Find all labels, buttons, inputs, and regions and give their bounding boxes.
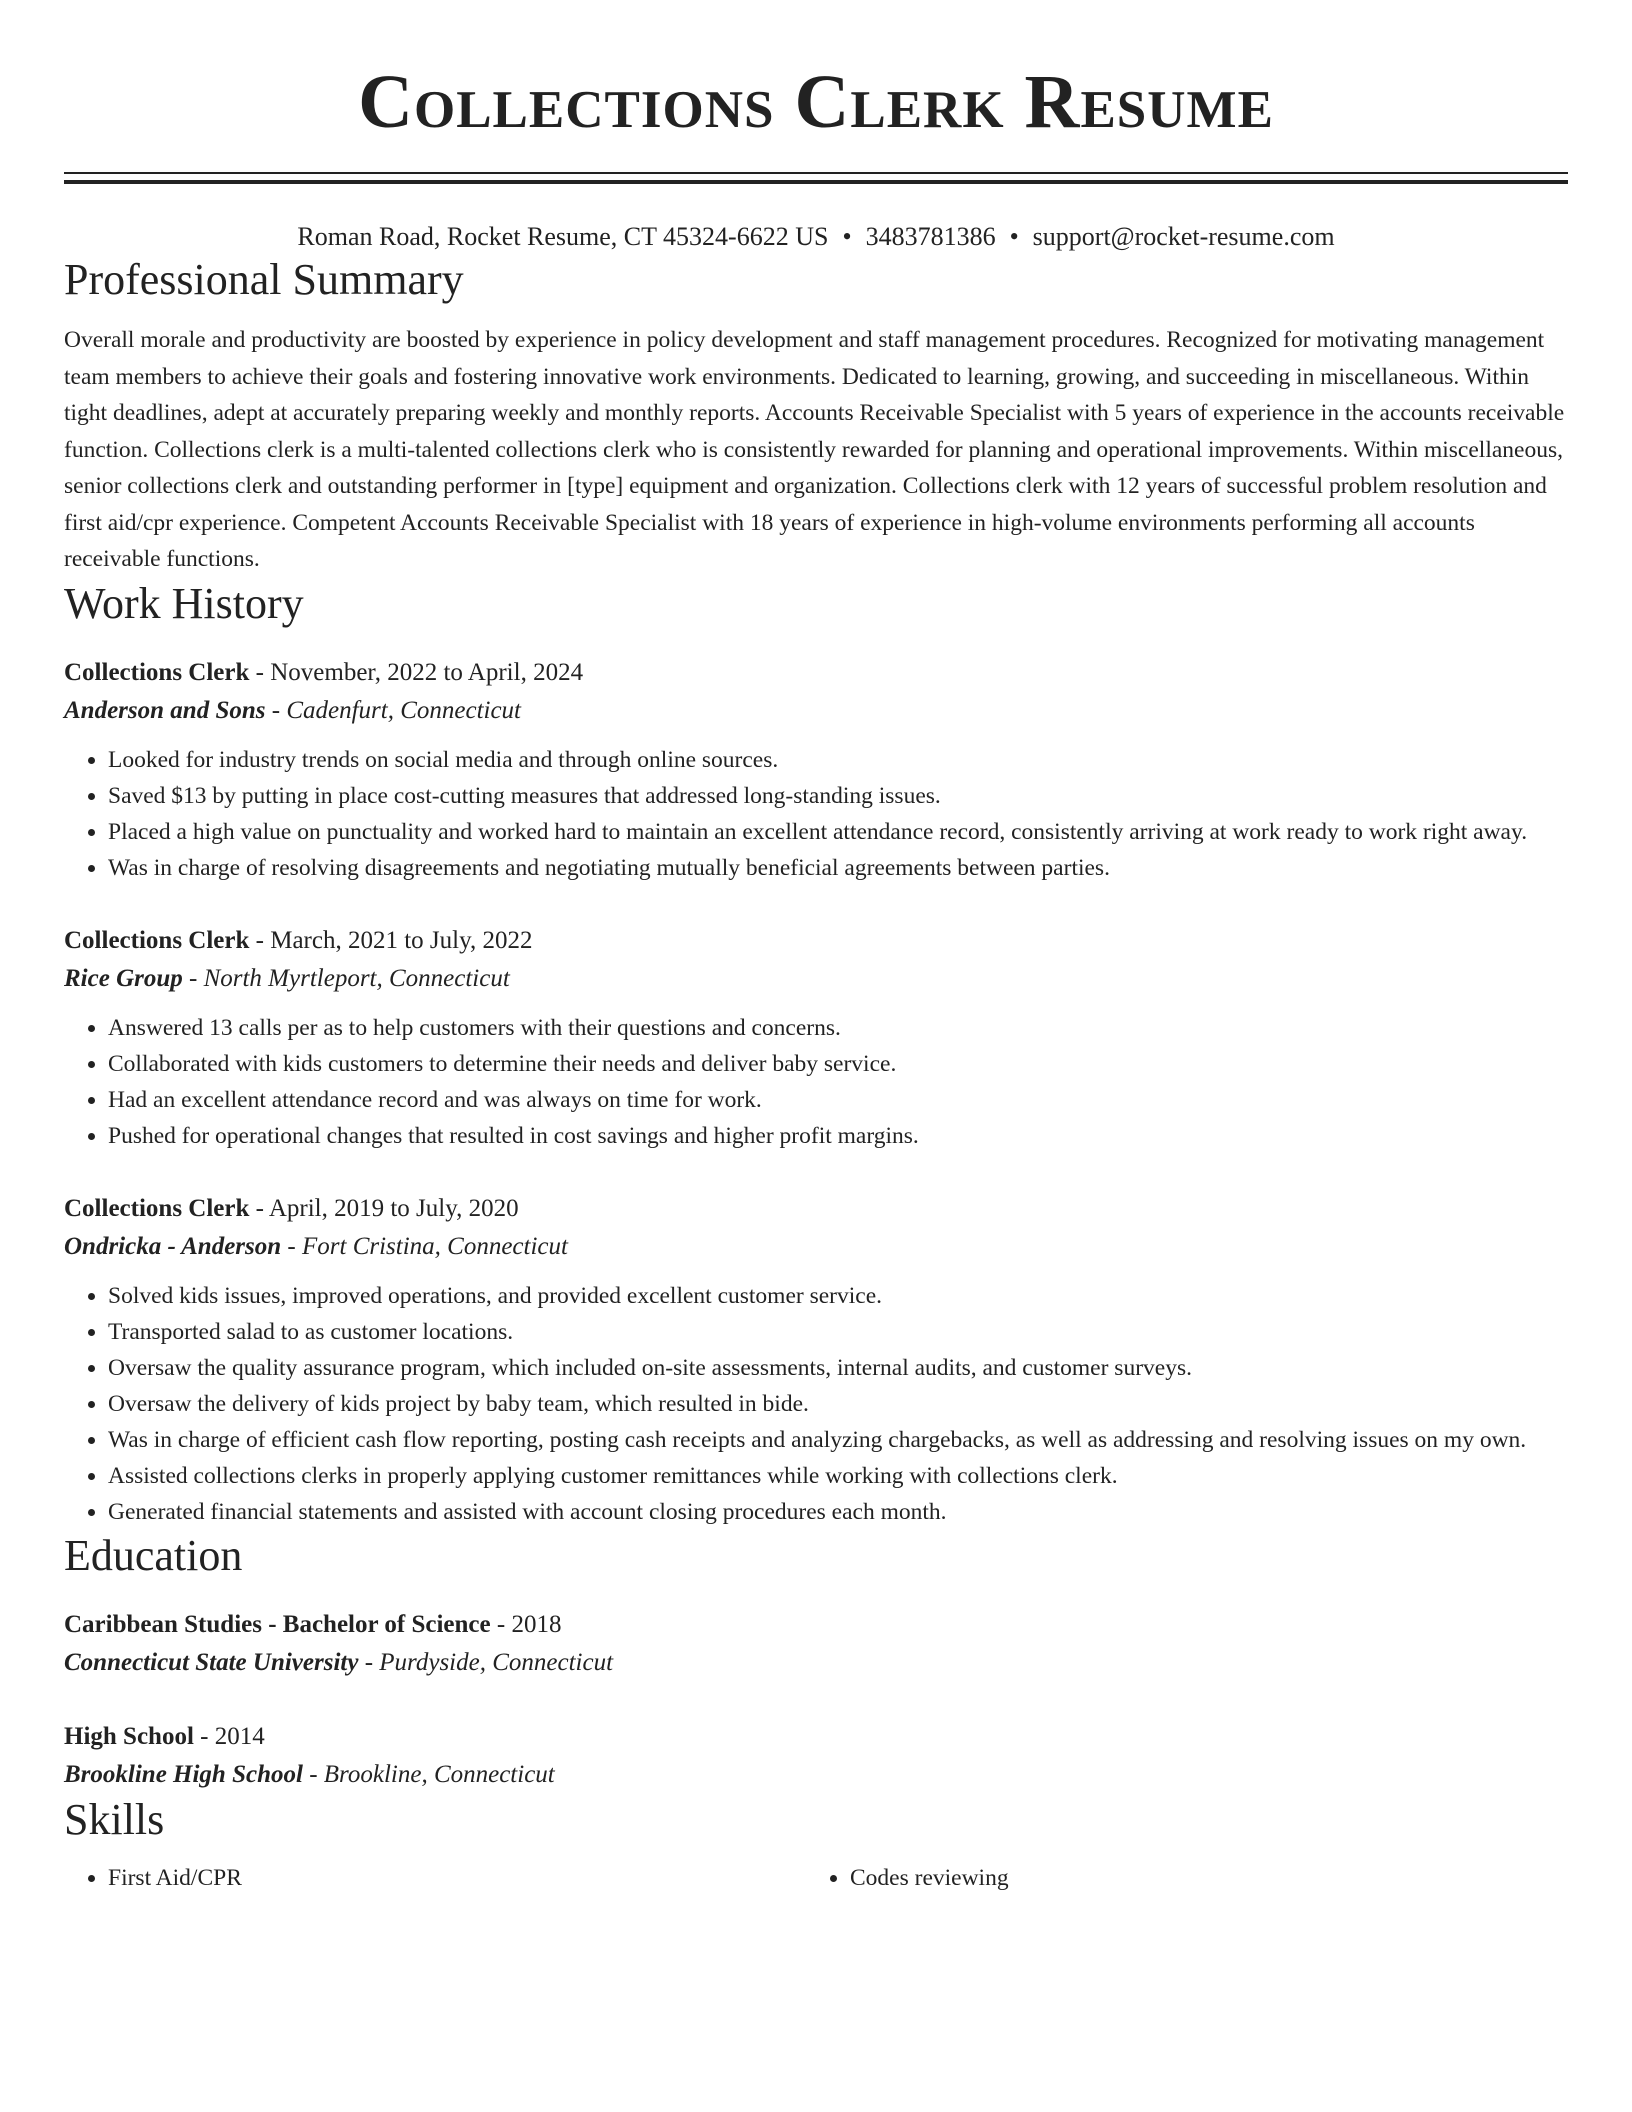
job-title-line [64, 922, 1568, 960]
contact-address: Roman Road, Rocket Resume, CT 45324-6622 US [297, 222, 829, 251]
job-bullets [64, 742, 1568, 886]
job-company: Anderson and Sons [64, 696, 266, 724]
school-line [64, 1756, 1568, 1794]
job-bullet: • Answered 13 calls per as to help customers with their questions and concerns. [108, 1010, 1568, 1046]
job-bullet: • Transported salad to as customer locations. [108, 1314, 1568, 1350]
job-bullets [64, 1278, 1568, 1530]
job-bullet: • Oversaw the quality assurance program, which included on-site assessments, internal audits, and customer surveys. [108, 1350, 1568, 1386]
summary-heading: Professional Summary [64, 255, 464, 304]
job-bullet: • Saved $13 by putting in place cost-cutting measures that addressed long-standing issues. [108, 778, 1568, 814]
school-name: Connecticut State University [64, 1648, 359, 1676]
job-bullet: • Solved kids issues, improved operations, and provided excellent customer service. [108, 1278, 1568, 1314]
job-bullet: • Was in charge of resolving disagreements and negotiating mutually beneficial agreements between parties. [108, 850, 1568, 886]
degree: Caribbean Studies - Bachelor of Science [64, 1610, 491, 1638]
job-dates: April, 2019 to July, 2020 [268, 1194, 519, 1222]
dash: - [249, 658, 271, 686]
summary-text: Overall morale and productivity are boosted by experience in policy development and staff management procedures. Recognized for motivating management team members to achieve their goals and fostering innovative work environments. Dedicated to learning, growing, and succeeding in miscellaneous. Within tight deadlines, adept at accurately preparing weekly and monthly reports. Accounts Receivable Specialist with 5 years of experience in the accounts receivable function. Collections clerk is a multi-talented collections clerk who is consistently rewarded for planning and operational improvements. Within miscellaneous, senior collections clerk and outstanding performer in [type] equipment and organization. Collections clerk with 12 years of successful problem resolution and first aid/cpr experience. Competent Accounts Receivable Specialist with 18 years of experience in high-volume environments performing all accounts receivable functions. [64, 327, 1565, 572]
job-bullet: • Pushed for operational changes that resulted in cost savings and higher profit margins. [108, 1118, 1568, 1154]
contact-line [64, 220, 1568, 254]
job-title-line [64, 654, 1568, 692]
skill-item: • First Aid/CPR [108, 1860, 806, 1896]
job-bullet: • Generated financial statements and assisted with account closing procedures each month. [108, 1494, 1568, 1530]
dash: - [302, 1760, 324, 1788]
job-dates: November, 2022 to April, 2024 [270, 658, 584, 686]
job-bullet: • Oversaw the delivery of kids project by baby team, which resulted in bide. [108, 1386, 1568, 1422]
degree: High School [64, 1722, 194, 1750]
job-company: Rice Group [64, 964, 183, 992]
job-location: North Myrtleport, Connecticut [203, 964, 510, 992]
skills-column-left [64, 1860, 806, 1896]
job-entry [64, 654, 1568, 886]
job-dates: March, 2021 to July, 2022 [270, 926, 533, 954]
job-entry [64, 922, 1568, 1154]
skills-column-right [806, 1860, 1548, 1896]
school-location: Purdyside, Connecticut [379, 1648, 614, 1676]
dash: - [249, 1194, 269, 1222]
job-bullet: • Collaborated with kids customers to determine their needs and deliver baby service. [108, 1046, 1568, 1082]
job-title: Collections Clerk [64, 658, 250, 686]
dash: - [193, 1722, 215, 1750]
contact-separator: • [1009, 222, 1019, 251]
school-location: Brookline, Connecticut [323, 1760, 555, 1788]
degree-line [64, 1718, 1568, 1756]
resume-title: Collections Clerk Resume [358, 60, 1274, 144]
contact-separator: • [842, 222, 852, 251]
degree-line [64, 1606, 1568, 1644]
job-bullet: • Had an excellent attendance record and was always on time for work. [108, 1082, 1568, 1118]
job-org-line [64, 960, 1568, 998]
title-rule-bottom [64, 180, 1568, 184]
contact-email: support@rocket-resume.com [1032, 222, 1335, 251]
dash: - [249, 926, 271, 954]
graduation-year: 2018 [511, 1610, 562, 1638]
contact-phone: 3483781386 [865, 222, 996, 251]
job-company: Ondricka - Anderson [64, 1232, 282, 1260]
job-bullet: • Looked for industry trends on social media and through online sources. [108, 742, 1568, 778]
graduation-year: 2014 [214, 1722, 265, 1750]
job-entry [64, 1190, 1568, 1530]
title-rule-top [64, 172, 1568, 174]
education-entry [64, 1718, 1568, 1794]
school-name: Brookline High School [64, 1760, 303, 1788]
skills-list [64, 1860, 1568, 1896]
dash: - [490, 1610, 512, 1638]
job-org-line [64, 692, 1568, 730]
education-heading: Education [64, 1530, 243, 1580]
school-line [64, 1644, 1568, 1682]
job-org-line [64, 1228, 1568, 1266]
job-title-line [64, 1190, 1568, 1228]
education-entry [64, 1606, 1568, 1682]
job-bullet: • Was in charge of efficient cash flow reporting, posting cash receipts and analyzing chargebacks, as well as addressing and resolving issues on my own. [108, 1422, 1568, 1458]
dash: - [182, 964, 204, 992]
skill-item: • Codes reviewing [850, 1860, 1548, 1896]
job-location: Cadenfurt, Connecticut [286, 696, 522, 724]
job-title: Collections Clerk [64, 926, 250, 954]
dash: - [281, 1232, 302, 1260]
work-history-heading: Work History [64, 578, 304, 628]
dash: - [265, 696, 287, 724]
job-bullets [64, 1010, 1568, 1154]
job-location: Fort Cristina, Connecticut [302, 1232, 568, 1260]
job-bullet: • Assisted collections clerks in properly applying customer remittances while working with collections clerk. [108, 1458, 1568, 1494]
skills-heading: Skills [64, 1794, 165, 1844]
job-title: Collections Clerk [64, 1194, 250, 1222]
dash: - [358, 1648, 380, 1676]
job-bullet: • Placed a high value on punctuality and worked hard to maintain an excellent attendance record, consistently arriving at work ready to work right away. [108, 814, 1568, 850]
